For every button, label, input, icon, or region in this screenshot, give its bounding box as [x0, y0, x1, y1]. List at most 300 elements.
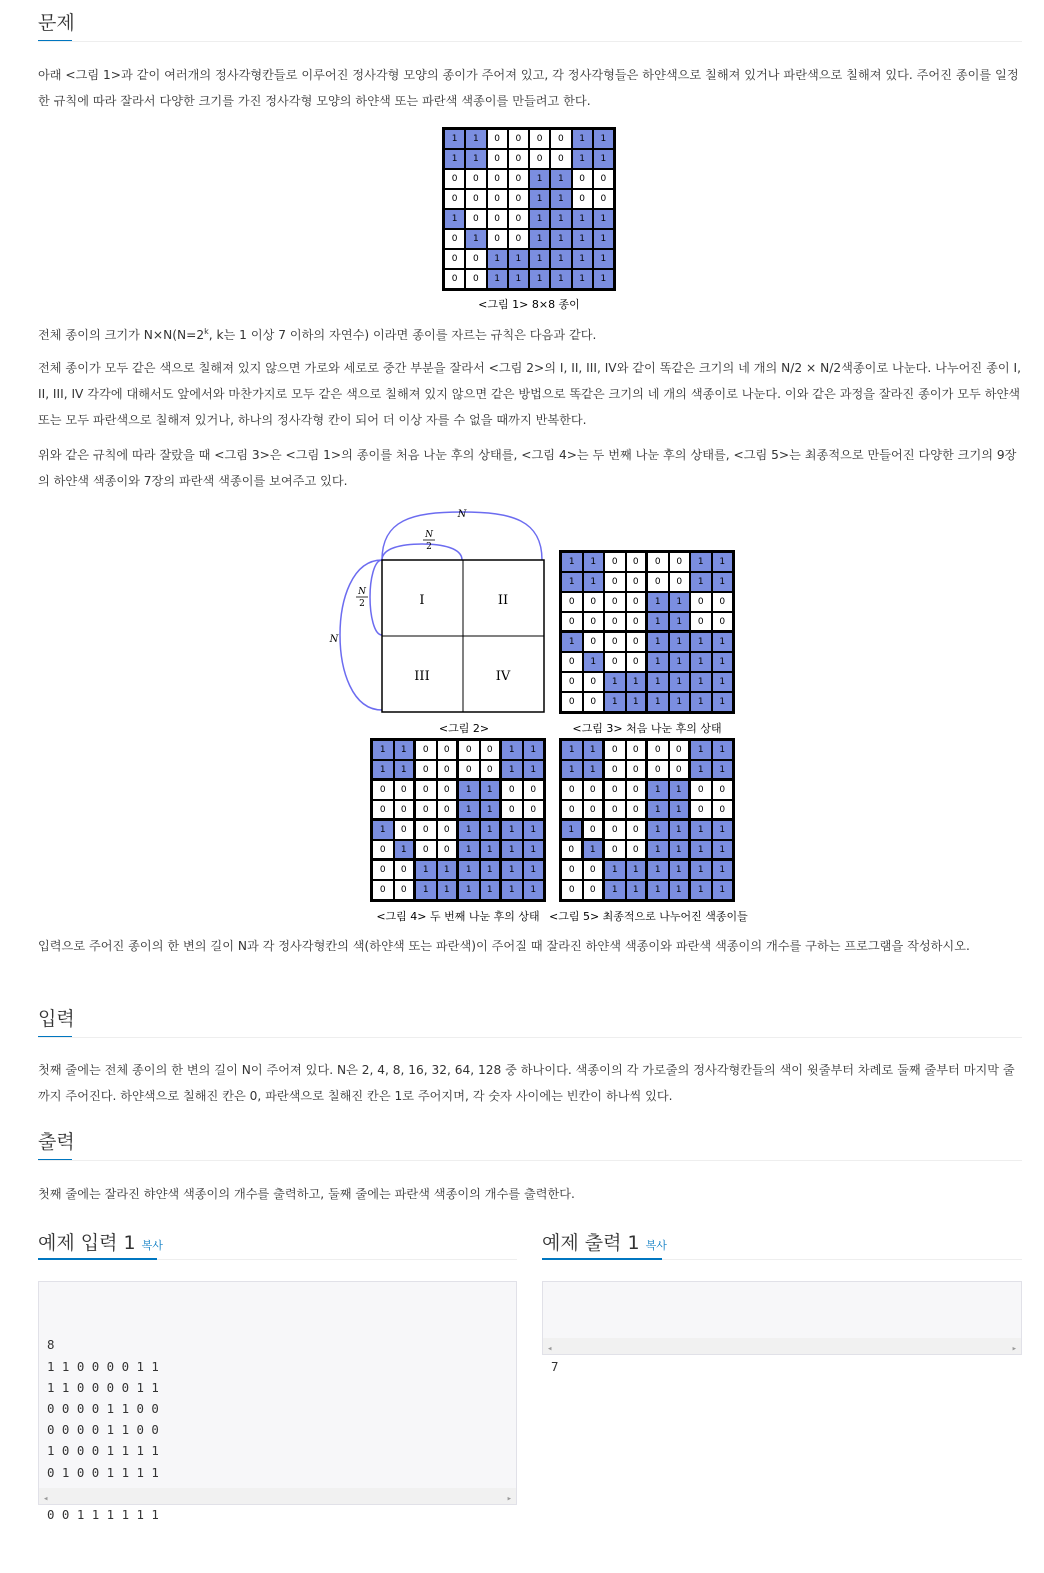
grid-cell: 1: [550, 269, 571, 289]
grid-cell: 0: [444, 249, 465, 269]
grid-cell: 0: [561, 672, 583, 692]
grid-cell: 1: [523, 820, 545, 840]
grid-cell: 1: [626, 692, 648, 712]
grid-cell: 1: [561, 572, 583, 592]
left-n-label: N: [329, 634, 339, 645]
grid-cell: 1: [593, 269, 614, 289]
grid-cell: 1: [604, 880, 626, 900]
sample-output-accent: [542, 1258, 662, 1260]
grid-cell: 0: [669, 552, 691, 572]
grid-cell: 1: [712, 572, 734, 592]
grid-cell: 0: [561, 880, 583, 900]
grid-cell: 0: [487, 189, 508, 209]
grid-cell: 0: [583, 860, 605, 880]
grid-cell: 0: [480, 760, 502, 780]
grid-cell: 1: [465, 129, 486, 149]
grid-cell: 0: [626, 800, 648, 820]
grid-cell: 0: [712, 612, 734, 632]
grid-cell: 0: [394, 880, 416, 900]
p2-superscript: k: [204, 326, 209, 336]
grid-cell: 0: [444, 269, 465, 289]
figure-3-caption: <그림 3> 처음 나눈 후의 상태: [572, 722, 722, 735]
grid-cell: 0: [550, 129, 571, 149]
figure-2-diagram: [322, 500, 552, 720]
sample-input-header: [38, 1228, 163, 1255]
grid-cell: 1: [501, 880, 523, 900]
grid-cell: 1: [561, 740, 583, 760]
sample-input-content: 8 1 1 0 0 0 0 1 1 1 1 0 0 0 0 1 1 0 0 0 0 1 1 0 0 0 0 0 0 1 1 0 0 1 0 0 0 1 1 1 1 0 1 0 0 1 1 1 1 1 1 1 1 1 1: [47, 1337, 159, 1523]
grid-cell: 0: [583, 592, 605, 612]
grid-cell: 1: [669, 780, 691, 800]
grid-cell: 1: [444, 129, 465, 149]
grid-cell: 1: [669, 632, 691, 652]
grid-cell: 0: [508, 149, 529, 169]
grid-cell: 1: [550, 229, 571, 249]
grid-cell: 0: [487, 129, 508, 149]
grid-cell: 0: [465, 249, 486, 269]
grid-cell: 0: [394, 820, 416, 840]
grid-cell: 0: [626, 652, 648, 672]
grid-cell: 0: [561, 860, 583, 880]
grid-cell: 1: [647, 860, 669, 880]
grid-cell: 1: [394, 740, 416, 760]
grid-cell: 0: [437, 780, 459, 800]
grid-cell: 1: [604, 860, 626, 880]
grid-cell: 0: [394, 860, 416, 880]
grid-cell: 1: [572, 129, 593, 149]
grid-cell: 1: [550, 249, 571, 269]
grid-cell: 0: [458, 760, 480, 780]
grid-cell: 1: [437, 880, 459, 900]
grid-cell: 0: [690, 612, 712, 632]
grid-cell: 1: [712, 860, 734, 880]
grid-cell: 1: [372, 820, 394, 840]
grid-cell: 0: [508, 129, 529, 149]
figure-1-grid: [442, 127, 616, 291]
grid-cell: 1: [647, 780, 669, 800]
grid-cell: 0: [465, 189, 486, 209]
grid-cell: 0: [437, 740, 459, 760]
grid-cell: 1: [647, 612, 669, 632]
grid-cell: 1: [572, 149, 593, 169]
grid-cell: 1: [593, 149, 614, 169]
grid-cell: 1: [480, 780, 502, 800]
sample-input-scrollbar[interactable]: [39, 1488, 516, 1504]
grid-cell: 0: [487, 149, 508, 169]
sample-output-title: 예제 출력 1: [542, 1232, 640, 1254]
grid-cell: 0: [626, 740, 648, 760]
arc-top-half: [382, 544, 462, 560]
grid-cell: 0: [508, 169, 529, 189]
sample-output-box[interactable]: [542, 1281, 1022, 1355]
grid-cell: 0: [523, 800, 545, 820]
grid-cell: 0: [604, 632, 626, 652]
grid-cell: 1: [583, 760, 605, 780]
grid-cell: 0: [372, 860, 394, 880]
grid-cell: 1: [647, 692, 669, 712]
grid-cell: 0: [523, 780, 545, 800]
grid-cell: 1: [647, 652, 669, 672]
grid-cell: 1: [669, 880, 691, 900]
grid-cell: 0: [647, 760, 669, 780]
grid-cell: 1: [561, 552, 583, 572]
grid-cell: 1: [572, 209, 593, 229]
grid-cell: 0: [712, 800, 734, 820]
grid-cell: 1: [458, 840, 480, 860]
grid-cell: 0: [593, 169, 614, 189]
grid-cell: 1: [501, 820, 523, 840]
grid-cell: 1: [480, 860, 502, 880]
grid-cell: 1: [647, 592, 669, 612]
grid-cell: 0: [508, 229, 529, 249]
grid-cell: 1: [458, 780, 480, 800]
sample-output-scrollbar[interactable]: [543, 1338, 1021, 1354]
grid-cell: 0: [583, 820, 605, 840]
grid-cell: 1: [480, 880, 502, 900]
grid-cell: 1: [501, 740, 523, 760]
grid-cell: 1: [480, 820, 502, 840]
grid-cell: 0: [583, 612, 605, 632]
quadrant-3-label: III: [414, 669, 430, 684]
grid-cell: 0: [372, 880, 394, 900]
sample-output-divider: [662, 1259, 1022, 1260]
top-half-denominator: 2: [426, 542, 432, 552]
grid-cell: 0: [604, 780, 626, 800]
grid-cell: 1: [593, 249, 614, 269]
grid-cell: 0: [561, 592, 583, 612]
input-header: [38, 1004, 1022, 1044]
problem-paragraph-3: 전체 종이가 모두 같은 색으로 칠해져 있지 않으면 가로와 세로로 중간 부분을 잘라서 <그림 2>의 I, II, III, IV와 같이 똑같은 크기의 네 개의 N/2 × N/2색종이로 나눈다. 나누어진 종이 I, II, III, IV 각각에 대해서도 앞에서와 마찬가지로 모두 같은 색으로 칠해져 있지 않으면 같은 방법으로 똑같은 크기의 네 개의 색종이로 나눈다. 이와 같은 과정을 잘라진 종이가 모두 하얀색 또는 모두 파란색으로 칠해져 있거나, 하나의 정사각형 칸이 되어 더 이상 자를 수 없을 때까지 반복한다.: [38, 361, 1021, 427]
grid-cell: 1: [712, 880, 734, 900]
grid-cell: 0: [415, 780, 437, 800]
quadrant-2-label: II: [497, 593, 509, 608]
grid-cell: 1: [690, 672, 712, 692]
figure-3-grid: [559, 550, 735, 714]
grid-cell: 1: [523, 760, 545, 780]
grid-cell: 0: [465, 169, 486, 189]
grid-cell: 1: [437, 860, 459, 880]
figure-5-grid: [559, 738, 735, 902]
grid-cell: 0: [458, 740, 480, 760]
grid-cell: 0: [487, 169, 508, 189]
scroll-left-icon[interactable]: ◂: [43, 1494, 49, 1504]
grid-cell: 0: [572, 169, 593, 189]
grid-cell: 0: [626, 552, 648, 572]
grid-cell: 1: [444, 149, 465, 169]
sample-output-header: [542, 1228, 667, 1255]
grid-cell: 0: [583, 632, 605, 652]
grid-cell: 1: [690, 880, 712, 900]
grid-cell: 0: [690, 780, 712, 800]
grid-cell: 1: [501, 760, 523, 780]
grid-cell: 0: [626, 572, 648, 592]
input-title: 입력: [38, 1008, 75, 1030]
grid-cell: 1: [647, 820, 669, 840]
grid-cell: 0: [690, 592, 712, 612]
scroll-right-icon[interactable]: ▸: [506, 1494, 512, 1504]
grid-cell: 1: [669, 840, 691, 860]
grid-cell: 0: [604, 760, 626, 780]
sample-output-copy-button[interactable]: 복사: [645, 1239, 667, 1252]
grid-cell: 0: [501, 780, 523, 800]
grid-cell: 1: [572, 229, 593, 249]
grid-cell: 1: [669, 692, 691, 712]
grid-cell: 1: [415, 880, 437, 900]
grid-cell: 1: [690, 760, 712, 780]
grid-cell: 0: [372, 780, 394, 800]
grid-cell: 1: [604, 692, 626, 712]
left-half-denominator: 2: [359, 599, 365, 609]
grid-cell: 0: [604, 800, 626, 820]
grid-cell: 1: [690, 820, 712, 840]
grid-cell: 1: [690, 652, 712, 672]
figure-1-caption: <그림 1> 8×8 종이: [478, 298, 580, 311]
grid-cell: 1: [690, 552, 712, 572]
grid-cell: 1: [372, 740, 394, 760]
grid-cell: 1: [690, 572, 712, 592]
problem-paragraph-1: 아래 <그림 1>과 같이 여러개의 정사각형칸들로 이루어진 정사각형 모양의 종이가 주어져 있고, 각 정사각형들은 하얀색으로 칠해져 있거나 파란색으로 칠해져 있다. 주어진 종이를 일정한 규칙에 따라 잘라서 다양한 크기를 가진 정사각형 모양의 하얀색 또는 파란색 색종이를 만들려고 한다.: [38, 68, 1019, 108]
grid-cell: 0: [712, 780, 734, 800]
grid-cell: 0: [583, 780, 605, 800]
figure-4-grid: [370, 738, 546, 902]
grid-cell: 0: [626, 760, 648, 780]
grid-cell: 0: [604, 840, 626, 860]
grid-cell: 0: [394, 780, 416, 800]
grid-cell: 0: [604, 820, 626, 840]
grid-cell: 0: [437, 840, 459, 860]
grid-cell: 1: [712, 672, 734, 692]
grid-cell: 1: [394, 760, 416, 780]
grid-cell: 1: [529, 209, 550, 229]
grid-cell: 0: [415, 760, 437, 780]
grid-cell: 1: [647, 632, 669, 652]
grid-cell: 1: [647, 880, 669, 900]
grid-cell: 1: [712, 820, 734, 840]
grid-cell: 1: [561, 632, 583, 652]
grid-cell: 0: [604, 572, 626, 592]
grid-cell: 1: [669, 652, 691, 672]
grid-cell: 0: [437, 820, 459, 840]
grid-cell: 1: [523, 840, 545, 860]
figure-2-caption: <그림 2>: [438, 722, 490, 735]
left-half-numerator: N: [358, 587, 366, 597]
grid-cell: 1: [712, 652, 734, 672]
grid-cell: 0: [583, 692, 605, 712]
grid-cell: 0: [669, 572, 691, 592]
grid-cell: 1: [690, 860, 712, 880]
grid-cell: 1: [669, 860, 691, 880]
grid-cell: 0: [604, 652, 626, 672]
grid-cell: 0: [604, 552, 626, 572]
grid-cell: 0: [444, 169, 465, 189]
sample-input-copy-button[interactable]: 복사: [141, 1239, 163, 1252]
sample-input-divider: [157, 1259, 517, 1260]
grid-cell: 0: [593, 189, 614, 209]
grid-cell: 1: [458, 820, 480, 840]
grid-cell: 0: [604, 740, 626, 760]
output-description: 첫째 줄에는 잘라진 햐얀색 색종이의 개수를 출력하고, 둘째 줄에는 파란색 색종이의 개수를 출력한다.: [38, 1187, 575, 1201]
problem-title: 문제: [38, 12, 75, 34]
grid-cell: 1: [501, 840, 523, 860]
grid-cell: 0: [437, 800, 459, 820]
grid-cell: 0: [626, 820, 648, 840]
grid-cell: 0: [572, 189, 593, 209]
scroll-right-icon[interactable]: ▸: [1011, 1344, 1017, 1354]
problem-header: [38, 8, 1022, 48]
grid-cell: 0: [626, 840, 648, 860]
grid-cell: 0: [626, 592, 648, 612]
grid-cell: 1: [444, 209, 465, 229]
grid-cell: 0: [487, 229, 508, 249]
grid-cell: 1: [480, 840, 502, 860]
grid-cell: 0: [626, 780, 648, 800]
grid-cell: 1: [394, 840, 416, 860]
grid-cell: 1: [508, 269, 529, 289]
grid-cell: 1: [508, 249, 529, 269]
input-description: 첫째 줄에는 전체 종이의 한 변의 길이 N이 주어져 있다. N은 2, 4, 8, 16, 32, 64, 128 중 하나이다. 색종이의 각 가로줄의 정사각형칸들의 색이 윗줄부터 차례로 둘째 줄부터 마지막 줄까지 주어진다. 하얀색으로 칠해진 칸은 0, 파란색으로 칠해진 칸은 1로 주어지며, 각 숫자 사이에는 빈칸이 하나씩 있다.: [38, 1063, 1015, 1103]
grid-cell: 0: [561, 692, 583, 712]
grid-cell: 1: [690, 740, 712, 760]
output-title: 출력: [38, 1131, 75, 1153]
grid-cell: 1: [593, 229, 614, 249]
grid-cell: 0: [561, 652, 583, 672]
grid-cell: 1: [561, 820, 583, 840]
grid-cell: 1: [626, 672, 648, 692]
grid-cell: 1: [583, 740, 605, 760]
grid-cell: 0: [647, 740, 669, 760]
grid-cell: 1: [712, 760, 734, 780]
output-header: [38, 1127, 1022, 1167]
grid-cell: 1: [712, 740, 734, 760]
grid-cell: 1: [669, 820, 691, 840]
problem-paragraph-4: 위와 같은 규칙에 따라 잘랐을 때 <그림 3>은 <그림 1>의 종이를 처음 나눈 후의 상태를, <그림 4>는 두 번째 나눈 후의 상태를, <그림 5>는 최종적으로 만들어진 다양한 크기의 9장의 하얀색 색종이와 7장의 파란색 색종이를 보여주고 있다.: [38, 448, 1017, 488]
grid-cell: 0: [394, 800, 416, 820]
grid-cell: 0: [550, 149, 571, 169]
grid-cell: 1: [458, 800, 480, 820]
grid-cell: 1: [465, 229, 486, 249]
grid-cell: 0: [669, 760, 691, 780]
heading-divider: [38, 41, 1022, 42]
grid-cell: 1: [593, 209, 614, 229]
grid-cell: 1: [572, 269, 593, 289]
grid-cell: 1: [523, 880, 545, 900]
grid-cell: 1: [669, 800, 691, 820]
top-half-numerator: N: [425, 530, 433, 540]
problem-paragraph-5: 입력으로 주어진 종이의 한 변의 길이 N과 각 정사각형칸의 색(하얀색 또는 파란색)이 주어질 때 잘라진 하얀색 색종이와 파란색 색종이의 개수를 구하는 프로그램을 작성하시오.: [38, 939, 970, 953]
grid-cell: 1: [523, 740, 545, 760]
grid-cell: 1: [583, 552, 605, 572]
grid-cell: 1: [480, 800, 502, 820]
top-n-label: N: [457, 509, 467, 520]
grid-cell: 1: [572, 249, 593, 269]
grid-cell: 0: [415, 840, 437, 860]
grid-cell: 0: [583, 672, 605, 692]
grid-cell: 1: [690, 632, 712, 652]
grid-cell: 0: [583, 800, 605, 820]
grid-cell: 1: [712, 840, 734, 860]
quadrant-4-label: IV: [495, 669, 511, 684]
grid-cell: 0: [415, 740, 437, 760]
grid-cell: 1: [487, 269, 508, 289]
grid-cell: 0: [561, 612, 583, 632]
grid-cell: 1: [669, 612, 691, 632]
scroll-left-icon[interactable]: ◂: [547, 1344, 553, 1354]
grid-cell: 0: [437, 760, 459, 780]
grid-cell: 0: [415, 820, 437, 840]
grid-cell: 0: [372, 840, 394, 860]
grid-cell: 0: [690, 800, 712, 820]
grid-cell: 1: [712, 632, 734, 652]
grid-cell: 0: [626, 612, 648, 632]
grid-cell: 1: [529, 229, 550, 249]
problem-paragraph-2: [38, 322, 1022, 348]
grid-cell: 0: [626, 632, 648, 652]
figure-5-caption: <그림 5> 최종적으로 나누어진 색종이들: [549, 910, 748, 923]
grid-cell: 1: [465, 149, 486, 169]
grid-cell: 1: [550, 209, 571, 229]
grid-cell: 0: [529, 129, 550, 149]
grid-cell: 0: [561, 840, 583, 860]
sample-input-box[interactable]: [38, 1281, 517, 1523]
grid-cell: 0: [444, 229, 465, 249]
grid-cell: 0: [480, 740, 502, 760]
grid-cell: 0: [508, 209, 529, 229]
grid-cell: 1: [626, 880, 648, 900]
grid-cell: 1: [561, 760, 583, 780]
grid-cell: 0: [501, 800, 523, 820]
quadrant-1-label: I: [419, 593, 425, 608]
grid-cell: 0: [465, 209, 486, 229]
grid-cell: 1: [593, 129, 614, 149]
sample-input-accent: [38, 1258, 157, 1260]
grid-cell: 1: [415, 860, 437, 880]
grid-cell: 1: [583, 572, 605, 592]
grid-cell: 0: [487, 209, 508, 229]
grid-cell: 0: [604, 592, 626, 612]
grid-cell: 1: [690, 692, 712, 712]
p2-text-a: 전체 종이의 크기가 N×N(N=2: [38, 328, 205, 342]
grid-cell: 1: [523, 860, 545, 880]
grid-cell: 1: [647, 800, 669, 820]
grid-cell: 1: [626, 860, 648, 880]
grid-cell: 0: [647, 552, 669, 572]
grid-cell: 1: [669, 672, 691, 692]
grid-cell: 0: [415, 800, 437, 820]
grid-cell: 1: [550, 189, 571, 209]
arc-left-n: [340, 560, 382, 710]
grid-cell: 1: [529, 169, 550, 189]
grid-cell: 0: [508, 189, 529, 209]
grid-cell: 1: [647, 672, 669, 692]
grid-cell: 0: [647, 572, 669, 592]
grid-cell: 0: [712, 592, 734, 612]
heading-divider: [38, 1037, 1022, 1038]
grid-cell: 0: [669, 740, 691, 760]
grid-cell: 1: [529, 249, 550, 269]
grid-cell: 1: [372, 760, 394, 780]
grid-cell: 0: [444, 189, 465, 209]
grid-cell: 0: [604, 612, 626, 632]
grid-cell: 1: [550, 169, 571, 189]
grid-cell: 1: [487, 249, 508, 269]
arc-left-half: [370, 560, 382, 635]
grid-cell: 1: [583, 840, 605, 860]
grid-cell: 0: [465, 269, 486, 289]
grid-cell: 1: [529, 269, 550, 289]
grid-cell: 1: [458, 860, 480, 880]
grid-cell: 1: [669, 592, 691, 612]
p2-text-b: , k는 1 이상 7 이하의 자연수) 이라면 종이를 자르는 규칙은 다음과 같다.: [208, 328, 597, 342]
